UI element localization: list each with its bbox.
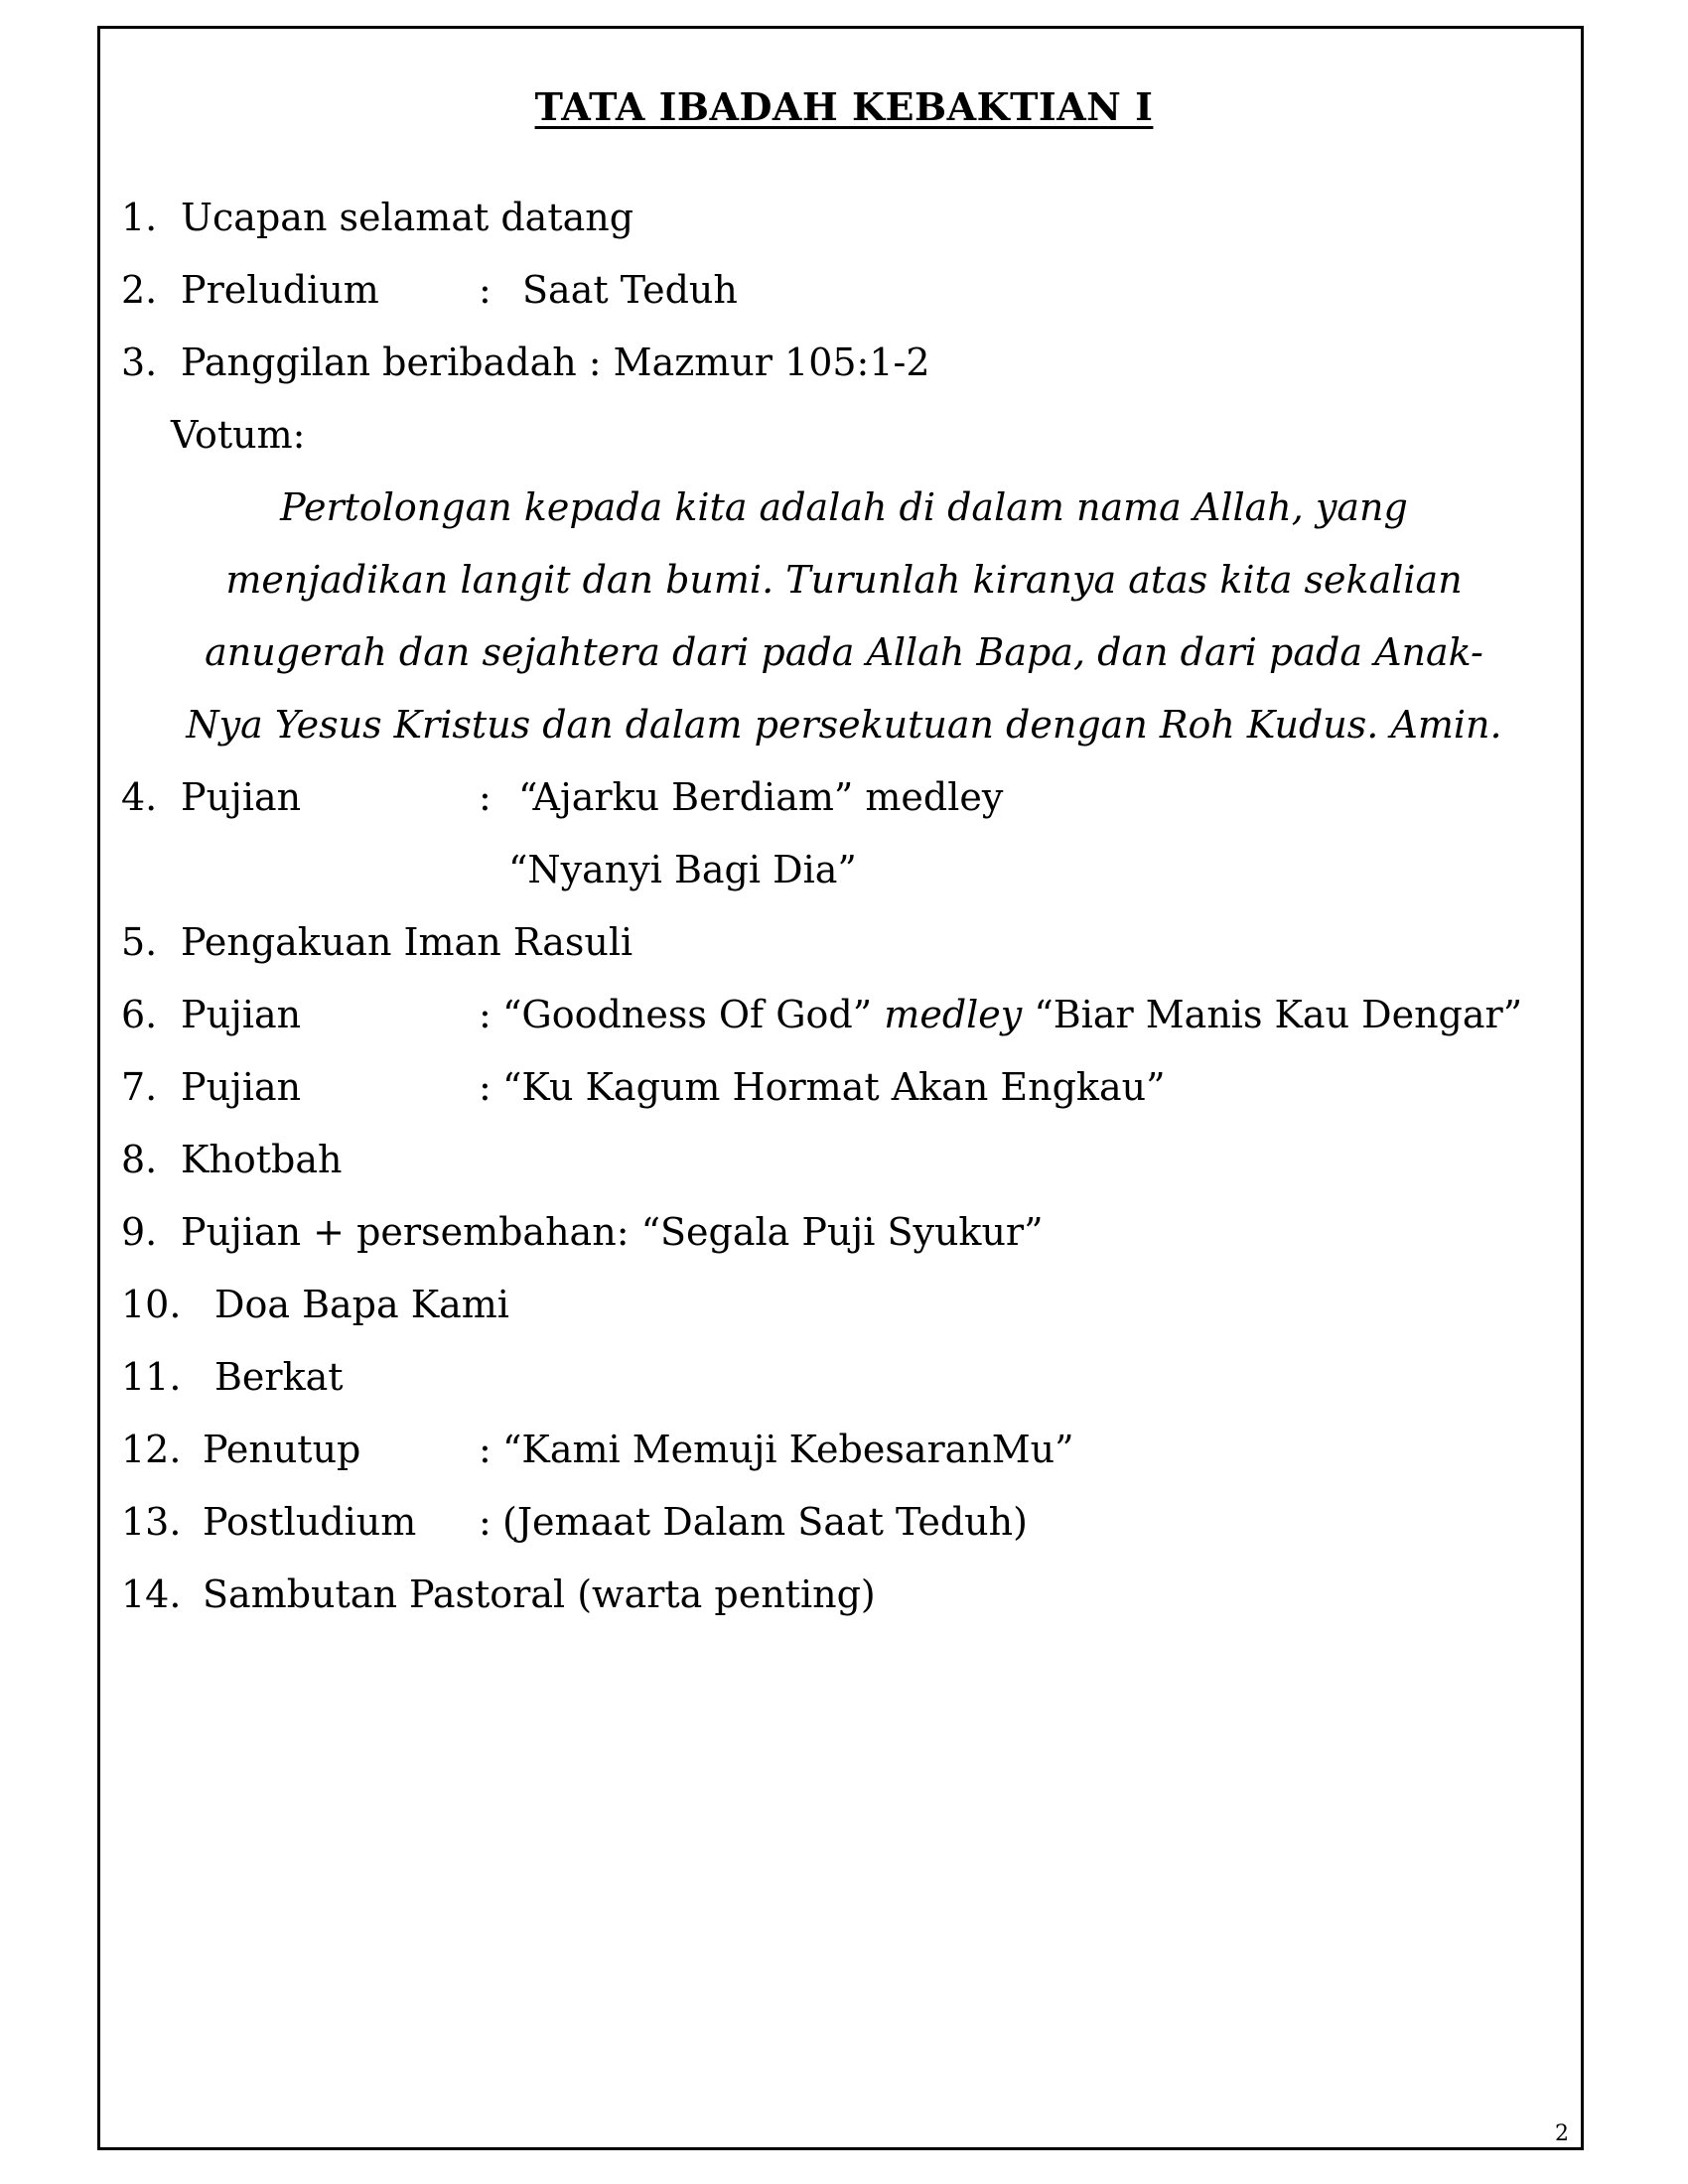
- item-colon: :: [479, 1500, 492, 1544]
- item-colon: :: [479, 993, 492, 1036]
- item-value-medley: medley: [884, 993, 1023, 1036]
- item-number: 14.: [121, 1572, 182, 1616]
- votum-label: Votum:: [171, 413, 306, 457]
- item-label: Pujian + persembahan: “Segala Puji Syukur”: [181, 1210, 1044, 1254]
- item-label: Postludium: [203, 1500, 417, 1544]
- item-label: Pujian: [181, 775, 302, 819]
- item-colon: :: [479, 268, 492, 312]
- item-number: 8.: [121, 1138, 158, 1181]
- item-number: 6.: [121, 993, 158, 1036]
- item-label: Pujian: [181, 993, 302, 1036]
- document-title: TATA IBADAH KEBAKTIAN I: [534, 84, 1154, 129]
- item-label: Panggilan beribadah : Mazmur 105:1-2: [181, 341, 930, 384]
- item-number: 9.: [121, 1210, 158, 1254]
- page-number: 2: [1555, 2121, 1569, 2146]
- item-label: Khotbah: [181, 1138, 343, 1181]
- item-number: 4.: [121, 775, 158, 819]
- item-number: 1.: [121, 196, 158, 239]
- item-value: “Kami Memuji KebesaranMu”: [502, 1428, 1074, 1471]
- item-label: Ucapan selamat datang: [181, 196, 634, 239]
- item-value-part: “Biar Manis Kau Dengar”: [1034, 993, 1523, 1036]
- item-label: Doa Bapa Kami: [214, 1283, 509, 1326]
- votum-line: Nya Yesus Kristus dan dalam persekutuan dengan Roh Kudus. Amin.: [186, 703, 1502, 747]
- item-colon: :: [479, 1428, 492, 1471]
- item-label: Pengakuan Iman Rasuli: [181, 920, 633, 964]
- item-value-part: “Goodness Of God”: [502, 993, 873, 1036]
- item-number: 13.: [121, 1500, 182, 1544]
- item-number: 2.: [121, 268, 158, 312]
- item-label: Penutup: [203, 1428, 361, 1471]
- item-label: Preludium: [181, 268, 379, 312]
- item-value: “Ku Kagum Hormat Akan Engkau”: [502, 1065, 1166, 1109]
- item-number: 11.: [121, 1355, 182, 1399]
- item-number: 12.: [121, 1428, 182, 1471]
- votum-line: anugerah dan sejahtera dari pada Allah Bapa, dan dari pada Anak-: [205, 630, 1483, 674]
- item-number: 7.: [121, 1065, 158, 1109]
- item-label: Berkat: [214, 1355, 344, 1399]
- item-value: Saat Teduh: [522, 268, 738, 312]
- item-value: “Ajarku Berdiam” medley: [518, 775, 1004, 819]
- item-value-continued: “Nyanyi Bagi Dia”: [508, 848, 857, 891]
- item-label: Pujian: [181, 1065, 302, 1109]
- votum-line: menjadikan langit dan bumi. Turunlah kiranya atas kita sekalian: [225, 558, 1463, 602]
- item-value: (Jemaat Dalam Saat Teduh): [502, 1500, 1028, 1544]
- item-value: [502, 993, 1523, 1036]
- votum-line: Pertolongan kepada kita adalah di dalam nama Allah, yang: [280, 485, 1408, 529]
- item-number: 5.: [121, 920, 158, 964]
- item-colon: :: [479, 775, 492, 819]
- item-label: Sambutan Pastoral (warta penting): [203, 1572, 876, 1616]
- item-number: 10.: [121, 1283, 182, 1326]
- item-colon: :: [479, 1065, 492, 1109]
- item-number: 3.: [121, 341, 158, 384]
